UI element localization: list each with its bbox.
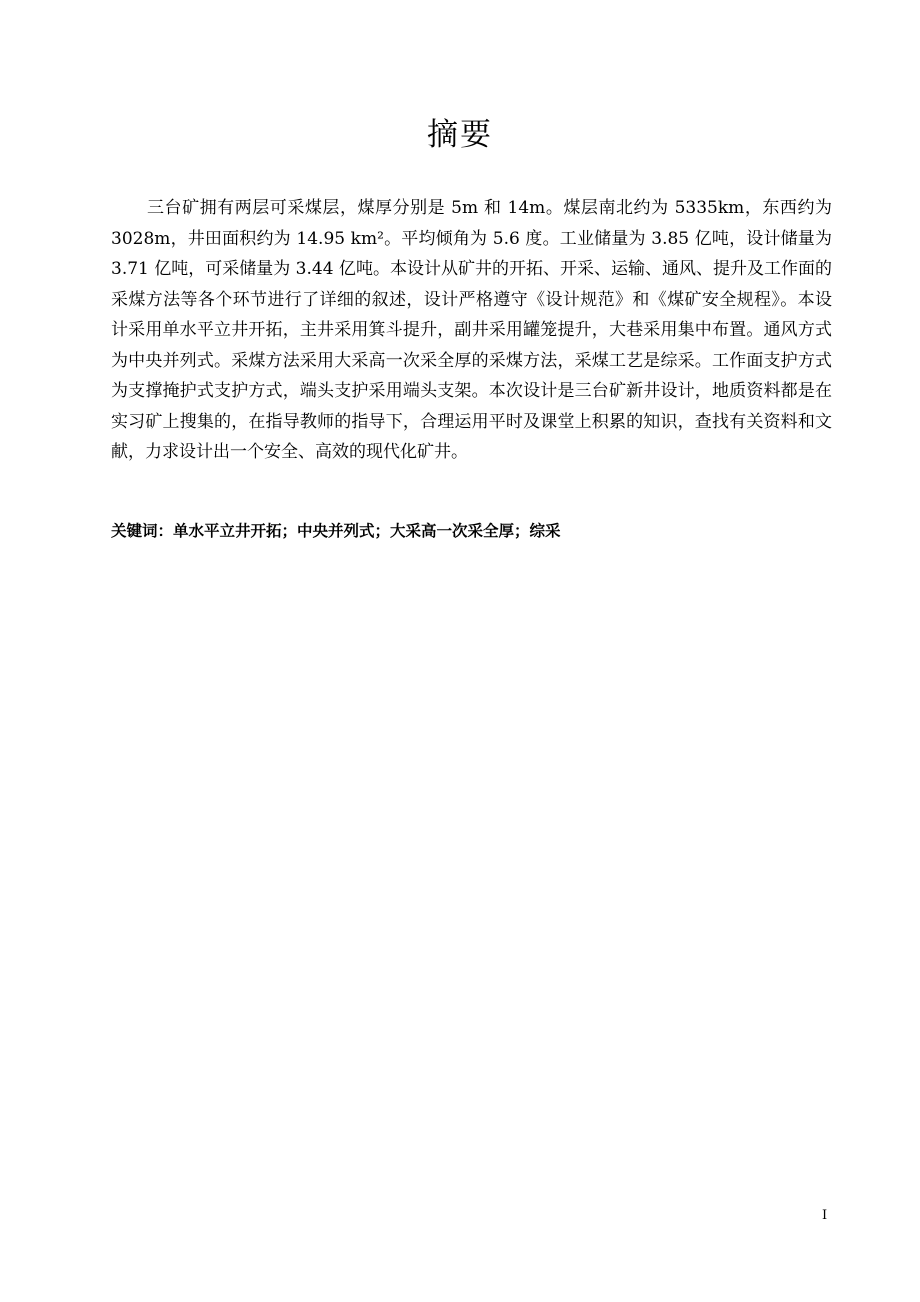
page-number: I (822, 1208, 828, 1223)
keywords-line: 关键词：单水平立井开拓；中央并列式；大采高一次采全厚；综采 (111, 522, 561, 540)
abstract-body: 三台矿拥有两层可采煤层，煤厚分别是 5m 和 14m。煤层南北约为 5335km，东西约为 3028m，井田面积约为 14.95 km²。平均倾角为 5.6 度。工业储量为 3.85 亿吨，设计储量为 3.71 亿吨，可采储量为 3.44 亿吨。本设计从矿井的开拓、开采、运输、通风、提升及工作面的采煤方法等各个环节进行了详细的叙述，设计严格遵守《设计规范》和《煤矿安全规程》。本设计采用单水平立井开拓，主井采用箕斗提升，副井采用罐笼提升，大巷采用集中布置。通风方式为中央并列式。采煤方法采用大采高一次采全厚的采煤方法，采煤工艺是综采。工作面支护方式为支撑掩护式支护方式，端头支护采用端头支架。本次设计是三台矿新井设计，地质资料都是在实习矿上搜集的，在指导教师的指导下，合理运用平时及课堂上积累的知识，查找有关资料和文献，力求设计出一个安全、高效的现代化矿井。 (111, 198, 832, 462)
abstract-title: 摘要 (427, 117, 493, 153)
